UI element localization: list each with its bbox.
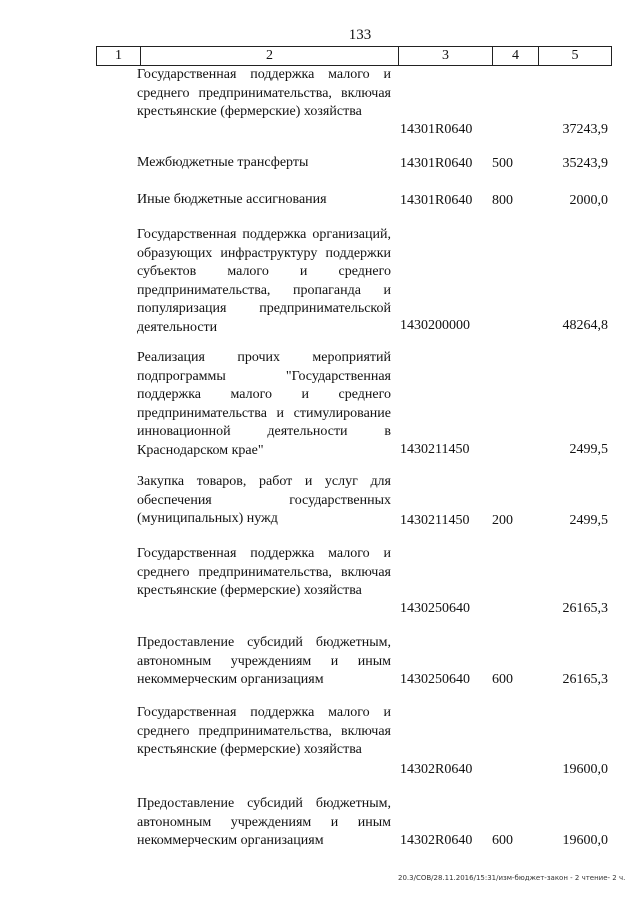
row-code: 1430200000 xyxy=(400,318,470,333)
row-amount: 2000,0 xyxy=(569,193,608,208)
row-amount: 26165,3 xyxy=(562,672,608,687)
row-code: 14301R0640 xyxy=(400,193,473,208)
page-number: 133 xyxy=(348,27,372,43)
row-description: Государственная поддержка организаций, образующих инфраструктуру поддержки субъектов малого и среднего предпринимательства, пропаганда и популяризация предпринимательской деятельности xyxy=(137,227,391,335)
row-code: 1430250640 xyxy=(400,601,470,616)
row-amount: 35243,9 xyxy=(562,156,608,171)
row-description: Предоставление субсидий бюджетным, автономным учреждениям и иным некоммерческим организациям xyxy=(137,796,391,848)
row-description: Межбюджетные трансферты xyxy=(137,155,309,170)
row-amount: 48264,8 xyxy=(562,318,608,333)
table-header xyxy=(96,46,612,66)
row-amount: 37243,9 xyxy=(562,122,608,137)
row-amount: 2499,5 xyxy=(569,442,608,457)
row-code: 1430211450 xyxy=(400,513,470,528)
row-expense-type: 600 xyxy=(492,833,513,848)
row-code: 1430250640 xyxy=(400,672,470,687)
column-header-4: 4 xyxy=(493,47,539,65)
row-description: Предоставление субсидий бюджетным, автономным учреждениям и иным некоммерческим организациям xyxy=(137,635,391,687)
row-code: 14302R0640 xyxy=(400,833,473,848)
row-expense-type: 500 xyxy=(492,156,513,171)
document-footer-note: 20.3/СОВ/28.11.2016/15:31/изм-бюджет-закон - 2 чтение- 2 ч. xyxy=(398,874,626,882)
column-header-2: 2 xyxy=(141,47,399,65)
row-code: 1430211450 xyxy=(400,442,470,457)
row-expense-type: 600 xyxy=(492,672,513,687)
row-description: Государственная поддержка малого и среднего предпринимательства, включая крестьянские (фермерские) хозяйства xyxy=(137,705,391,757)
row-expense-type: 200 xyxy=(492,513,513,528)
row-amount: 19600,0 xyxy=(562,833,608,848)
row-amount: 19600,0 xyxy=(562,762,608,777)
column-header-3: 3 xyxy=(399,47,493,65)
row-description: Закупка товаров, работ и услуг для обеспечения государственных (муниципальных) нужд xyxy=(137,474,391,526)
column-header-5: 5 xyxy=(571,48,579,63)
row-expense-type: 800 xyxy=(492,193,513,208)
row-description: Иные бюджетные ассигнования xyxy=(137,192,327,207)
row-code: 14301R0640 xyxy=(400,122,473,137)
row-description: Реализация прочих мероприятий подпрограммы "Государственная поддержка малого и среднего предпринимательства и стимулирование инновационной деятельности в Краснодарском крае" xyxy=(137,350,391,458)
row-code: 14302R0640 xyxy=(400,762,473,777)
column-header-1: 1 xyxy=(97,47,141,65)
row-code: 14301R0640 xyxy=(400,156,473,171)
row-description: Государственная поддержка малого и среднего предпринимательства, включая крестьянские (фермерские) хозяйства xyxy=(137,546,391,598)
row-amount: 26165,3 xyxy=(562,601,608,616)
row-description: Государственная поддержка малого и среднего предпринимательства, включая крестьянские (фермерские) хозяйства xyxy=(137,67,391,119)
row-amount: 2499,5 xyxy=(569,513,608,528)
